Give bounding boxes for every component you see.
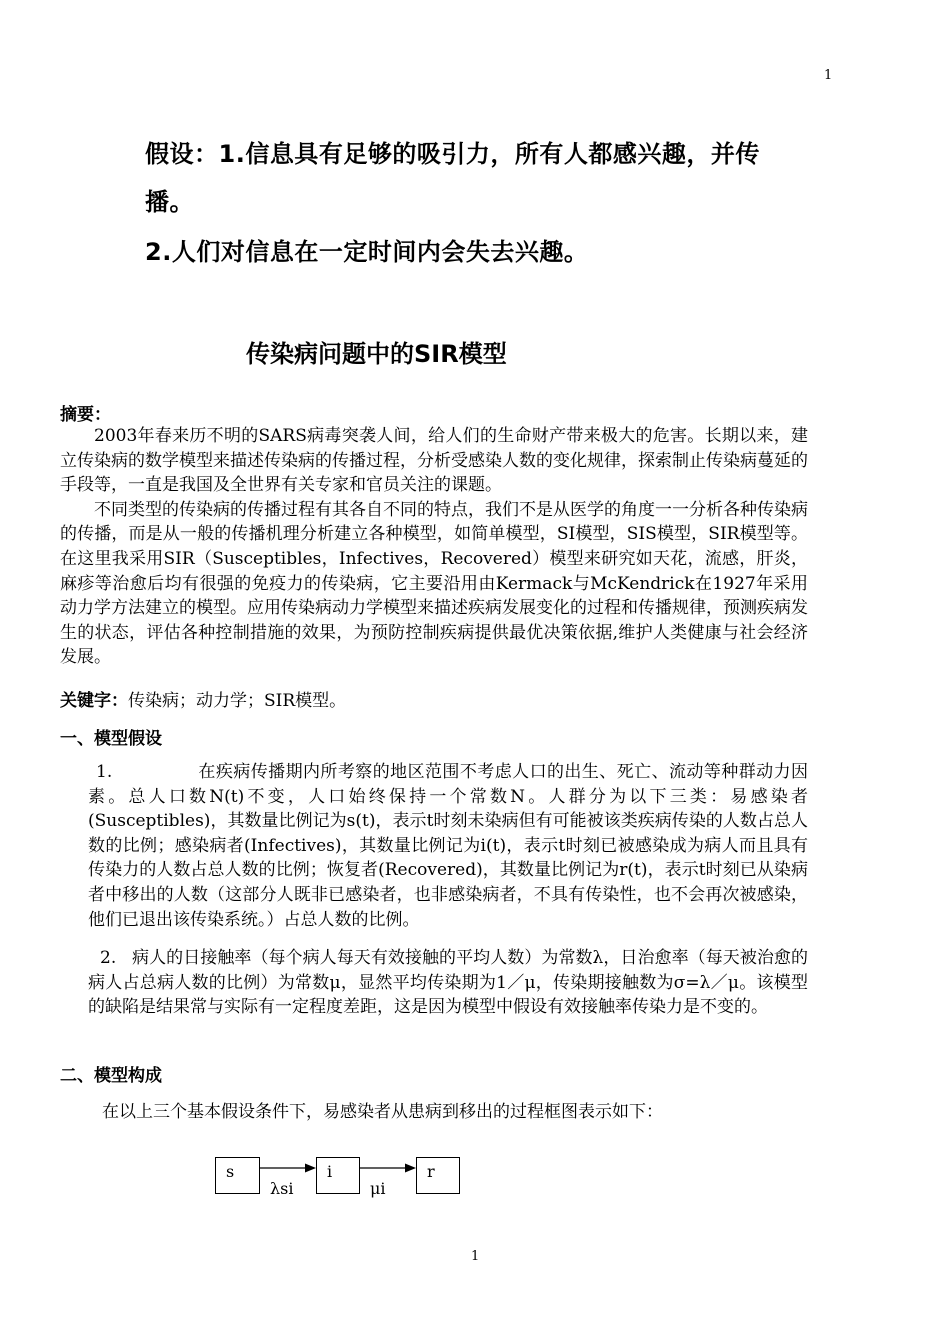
arrow1-label: λsi: [270, 1179, 294, 1198]
hypothesis-line-2: 播。: [145, 188, 194, 216]
page-number-top: 1: [824, 68, 833, 83]
section2-intro: 在以上三个基本假设条件下，易感染者从患病到移出的过程框图表示如下：: [102, 1102, 663, 1122]
document-title: 传染病问题中的SIR模型: [246, 340, 507, 368]
item2-number: 2.: [100, 948, 117, 968]
hypothesis-line-1: 假设：1.信息具有足够的吸引力，所有人都感兴趣，并传: [145, 140, 760, 168]
keywords-text: 传染病；动力学；SIR模型。: [128, 691, 347, 711]
arrow-s-to-i-head: [305, 1164, 316, 1173]
section2-heading: 二、模型构成: [60, 1066, 162, 1086]
section1-heading: 一、模型假设: [60, 729, 162, 749]
flow-box-s: s: [215, 1157, 260, 1194]
item1-text: 在疾病传播期内所考察的地区范围不考虑人口的出生、死亡、流动等种群动力因素。总人口数N(t)不变，人口始终保持一个常数N。人群分为以下三类：易感染者(Susceptibles)，其数量比例记为s(t)，表示t时刻未染病但有可能被该类疾病传染的人数占总人数的比例；感染病者(Infectives)，其数量比例记为i(t)，表示t时刻已被感染成为病人而且具有传染力的人数占总人数的比例；恢复者(Recovered)，其数量比例记为r(t)，表示t时刻已从染病者中移出的人数（这部分人既非已感染者，也非感染病者，不具有传染性，也不会再次被感染，他们已退出该传染系统。）占总人数的比例。: [88, 762, 808, 930]
hypothesis-line-3: 2.人们对信息在一定时间内会失去兴趣。: [145, 238, 589, 266]
item1-number: 1.: [96, 762, 113, 782]
arrow2-label: μi: [370, 1179, 386, 1198]
page-number-bottom: 1: [471, 1249, 480, 1264]
abstract-paragraph-1: 2003年春来历不明的SARS病毒突袭人间，给人们的生命财产带来极大的危害。长期以来，建立传染病的数学模型来描述传染病的传播过程，分析受感染人数的变化规律，探索制止传染病蔓延的手段等，一直是我国及全世界有关专家和官员关注的课题。: [60, 426, 808, 496]
flow-box-i: i: [316, 1157, 360, 1194]
item2-text: 病人的日接触率（每个病人每天有效接触的平均人数）为常数λ，日治愈率（每天被治愈的病人占总病人数的比例）为常数μ，显然平均传染期为1／μ，传染期接触数为σ=λ／μ。该模型的缺陷是结果常与实际有一定程度差距，这是因为模型中假设有效接触率传染力是不变的。: [88, 948, 808, 1018]
keywords-label: 关键字：: [60, 691, 128, 711]
arrow-i-to-r-head: [405, 1164, 416, 1173]
flow-box-r: r: [416, 1157, 460, 1194]
abstract-paragraph-2: 不同类型的传染病的传播过程有其各自不同的特点，我们不是从医学的角度一一分析各种传染病的传播，而是从一般的传播机理分析建立各种模型，如简单模型，SI模型，SIS模型，SIR模型等。在这里我采用SIR（Susceptibles，Infectives，Recovered）模型来研究如天花，流感，肝炎，麻疹等治愈后均有很强的免疫力的传染病，它主要沿用由Kermack与McKendrick在1927年采用动力学方法建立的模型。应用传染病动力学模型来描述疾病发展变化的过程和传播规律，预测疾病发生的状态，评估各种控制措施的效果，为预防控制疾病提供最优决策依据,维护人类健康与社会经济发展。: [60, 499, 808, 668]
abstract-heading: 摘要：: [60, 405, 111, 425]
